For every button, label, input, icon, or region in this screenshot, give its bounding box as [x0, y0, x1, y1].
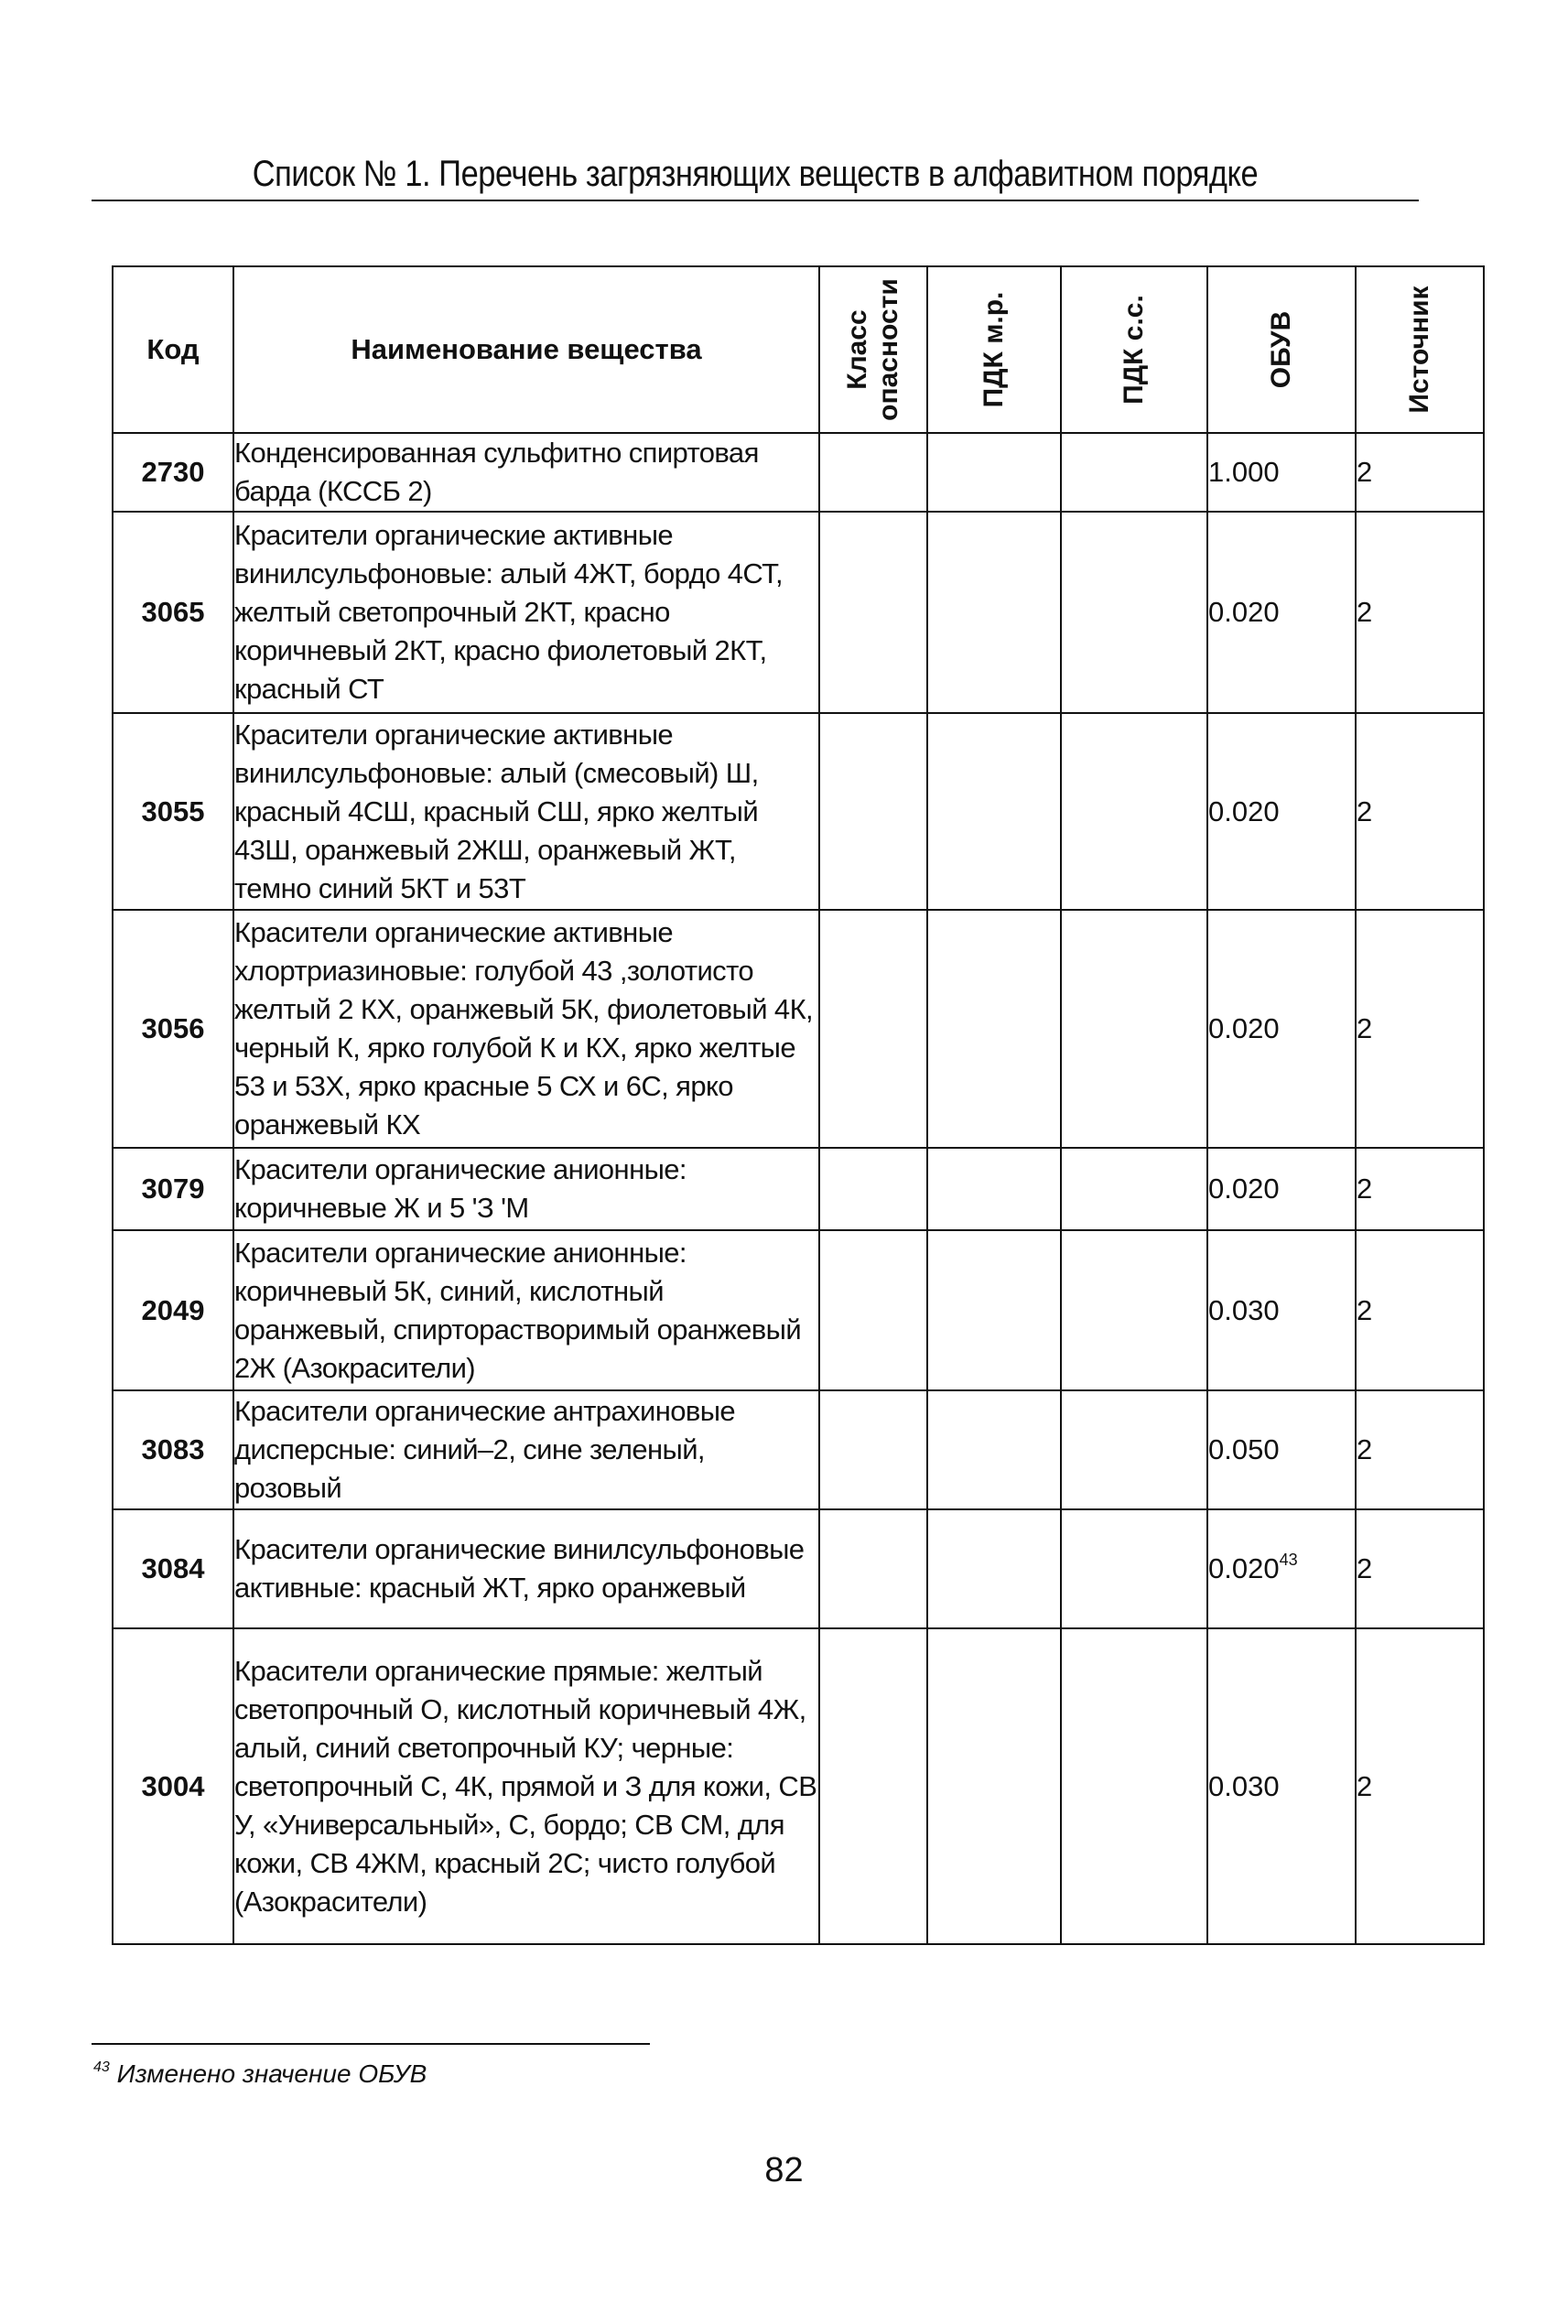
cell-obuv: [1207, 512, 1356, 713]
cell-pdk-ss: [1061, 1509, 1207, 1628]
cell-pdk-ss: [1061, 512, 1207, 713]
cell-pdk-mr: [927, 1628, 1061, 1944]
cell-hazard-class: [819, 1390, 927, 1509]
cell-source: 2: [1356, 1230, 1484, 1390]
col-header-name: Наименование вещества: [233, 266, 819, 433]
obuv-value: 0.020: [1208, 596, 1280, 628]
cell-name: Красители органические активные винилсульфоновые: алый (смесовый) Ш, красный 4СШ, красный СШ, ярко желтый 43Ш, оранжевый 2ЖШ, оранжевый ЖТ, темно синий 5КТ и 53Т: [233, 713, 819, 910]
obuv-footnote-ref: 43: [1279, 1551, 1298, 1569]
cell-pdk-ss: [1061, 1628, 1207, 1944]
cell-obuv: [1207, 433, 1356, 512]
cell-code: 3055: [113, 713, 233, 910]
obuv-value: 0.050: [1208, 1433, 1280, 1465]
cell-code: 2730: [113, 433, 233, 512]
table-header-row: [113, 266, 1484, 433]
footnote-rule: [92, 2043, 650, 2045]
cell-obuv: [1207, 910, 1356, 1148]
cell-source: 2: [1356, 1148, 1484, 1230]
cell-code: 3083: [113, 1390, 233, 1509]
cell-pdk-ss: [1061, 433, 1207, 512]
cell-name: Красители органические активные хлортриазиновые: голубой 43 ,золотисто желтый 2 КХ, оранжевый 5К, фиолетовый 4К, черный К, ярко голубой К и КХ, ярко желтые 53 и 53Х, ярко красные 5 СХ и 6С, ярко оранжевый КХ: [233, 910, 819, 1148]
cell-obuv: [1207, 1390, 1356, 1509]
table-row: [113, 512, 1484, 713]
cell-obuv: [1207, 713, 1356, 910]
cell-pdk-mr: [927, 1509, 1061, 1628]
col-header-hazard-class: [819, 266, 927, 433]
cell-pdk-mr: [927, 910, 1061, 1148]
col-header-pdk-mr: [927, 266, 1061, 433]
cell-pdk-ss: [1061, 713, 1207, 910]
cell-hazard-class: [819, 512, 927, 713]
obuv-value: 0.030: [1208, 1769, 1280, 1802]
table-row: [113, 1148, 1484, 1230]
cell-obuv: [1207, 1628, 1356, 1944]
obuv-value: 0.020: [1208, 1173, 1280, 1205]
substances-table: [112, 265, 1485, 1945]
table-row: [113, 910, 1484, 1148]
obuv-value: 0.020: [1208, 1552, 1280, 1584]
cell-name: Красители органические активные винилсульфоновые: алый 4ЖТ, бордо 4СТ, желтый светопрочный 2КТ, красно коричневый 2КТ, красно фиолетовый 2КТ, красный СТ: [233, 512, 819, 713]
cell-name: Красители органические антрахиновые дисперсные: синий–2, сине зеленый, розовый: [233, 1390, 819, 1509]
cell-source: 2: [1356, 433, 1484, 512]
cell-source: 2: [1356, 910, 1484, 1148]
cell-name: Красители органические анионные: коричневые Ж и 5 'З 'М: [233, 1148, 819, 1230]
cell-pdk-mr: [927, 713, 1061, 910]
col-header-pdk-ss: [1061, 266, 1207, 433]
col-header-obuv-label: ОБУВ: [1266, 310, 1296, 389]
col-header-source: [1356, 266, 1484, 433]
cell-code: 3079: [113, 1148, 233, 1230]
table-row: [113, 1230, 1484, 1390]
cell-pdk-mr: [927, 1390, 1061, 1509]
footnote: [93, 2059, 427, 2089]
obuv-value: 1.000: [1208, 456, 1280, 488]
cell-obuv: [1207, 1230, 1356, 1390]
col-header-code: Код: [113, 266, 233, 433]
cell-obuv: [1207, 1148, 1356, 1230]
cell-pdk-ss: [1061, 1390, 1207, 1509]
cell-hazard-class: [819, 1509, 927, 1628]
cell-name: Конденсированная сульфитно спиртовая барда (КССБ 2): [233, 433, 819, 512]
footnote-text: Изменено значение ОБУВ: [116, 2059, 427, 2088]
cell-source: 2: [1356, 1628, 1484, 1944]
cell-pdk-ss: [1061, 1148, 1207, 1230]
cell-hazard-class: [819, 1148, 927, 1230]
cell-code: 3056: [113, 910, 233, 1148]
table-row: [113, 433, 1484, 512]
cell-name: Красители органические анионные: коричневый 5К, синий, кислотный оранжевый, спирторастворимый оранжевый 2Ж (Азокрасители): [233, 1230, 819, 1390]
cell-pdk-ss: [1061, 910, 1207, 1148]
cell-code: 3084: [113, 1509, 233, 1628]
cell-pdk-mr: [927, 433, 1061, 512]
cell-pdk-mr: [927, 1230, 1061, 1390]
page-number: 82: [764, 2151, 804, 2189]
cell-code: 3065: [113, 512, 233, 713]
cell-hazard-class: [819, 1230, 927, 1390]
obuv-value: 0.020: [1208, 1012, 1280, 1044]
col-header-pdk-ss-label: ПДК с.с.: [1119, 295, 1149, 405]
cell-source: 2: [1356, 512, 1484, 713]
cell-code: 3004: [113, 1628, 233, 1944]
cell-hazard-class: [819, 910, 927, 1148]
cell-pdk-mr: [927, 512, 1061, 713]
cell-hazard-class: [819, 1628, 927, 1944]
table-row: [113, 1628, 1484, 1944]
col-header-hazard-class-label: Класс опасности: [842, 278, 903, 421]
page-header-title: Список № 1. Перечень загрязняющих веществ в алфавитном порядке: [252, 154, 1259, 194]
cell-hazard-class: [819, 713, 927, 910]
cell-name: Красители органические винилсульфоновые активные: красный ЖТ, ярко оранжевый: [233, 1509, 819, 1628]
footnote-number: 43: [93, 2059, 110, 2075]
col-header-obuv: [1207, 266, 1356, 433]
obuv-value: 0.030: [1208, 1293, 1280, 1326]
table-row: [113, 1390, 1484, 1509]
cell-source: 2: [1356, 1390, 1484, 1509]
cell-name: Красители органические прямые: желтый светопрочный О, кислотный коричневый 4Ж, алый, синий светопрочный КУ; черные: светопрочный С, 4К, прямой и З для кожи, СВ У, «Универсальный», С, бордо; СВ СМ, для кожи, СВ 4ЖМ, красный 2С; чисто голубой (Азокрасители): [233, 1628, 819, 1944]
cell-pdk-ss: [1061, 1230, 1207, 1390]
cell-code: 2049: [113, 1230, 233, 1390]
cell-pdk-mr: [927, 1148, 1061, 1230]
table-row: [113, 1509, 1484, 1628]
header-rule: [92, 200, 1419, 201]
cell-source: 2: [1356, 1509, 1484, 1628]
cell-hazard-class: [819, 433, 927, 512]
col-header-pdk-mr-label: ПДК м.р.: [979, 291, 1009, 408]
obuv-value: 0.020: [1208, 794, 1280, 827]
table-row: [113, 713, 1484, 910]
cell-source: 2: [1356, 713, 1484, 910]
cell-obuv: [1207, 1509, 1356, 1628]
col-header-source-label: Источник: [1404, 286, 1434, 414]
